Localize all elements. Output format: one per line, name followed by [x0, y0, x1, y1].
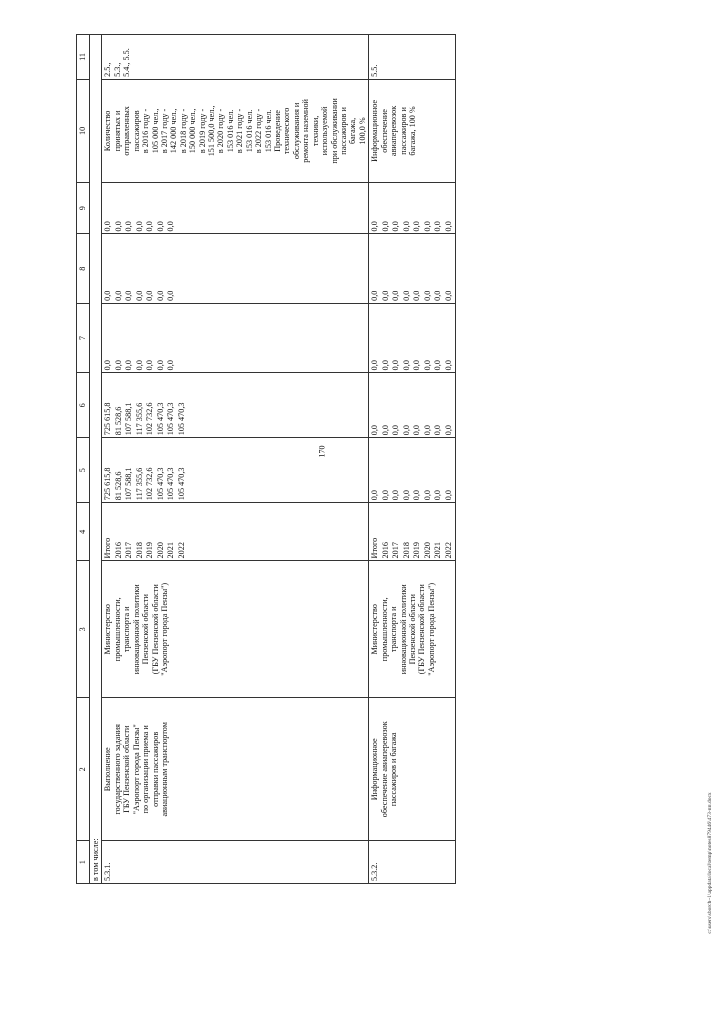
cell-value: 105 470,3 — [166, 402, 176, 436]
cell-value: 0,0 — [370, 489, 380, 501]
cell-value: 0,0 — [166, 290, 176, 301]
table-row — [102, 35, 369, 884]
cell-value: 0,0 — [380, 425, 390, 436]
cell-value: 0,0 — [134, 360, 144, 371]
cell-value: 105 470,3 — [166, 467, 176, 501]
column-number-5: 5 — [77, 438, 90, 503]
cell-value: 0,0 — [391, 425, 401, 436]
cell-value: 0,0 — [103, 360, 113, 371]
cell-value: 2018 — [134, 542, 144, 559]
cell-value: 725 615,8 — [103, 467, 113, 501]
column-number-10: 10 — [77, 79, 90, 182]
cell-value: 2017 — [391, 542, 401, 559]
cell-value: 0,0 — [433, 360, 443, 371]
row-number: 5.3.1. — [102, 841, 369, 884]
column-number-11: 11 — [77, 35, 90, 80]
cell-value: 105 470,3 — [176, 467, 186, 501]
cell-value: 0,0 — [422, 290, 432, 301]
expected-result: Количество принятых и отправленных пассажиров в 2016 году - 105 000 чел., в 2017 году - 142 000 чел., в 2018 году - 150 000 чел., в 2019 году - 151 500,0 чел., в 2020 году - 153 016 чел. в 2021 году - 153 016 чел. в 2022 году - 153 016 чел. Проведение технического обслуживания и ремонта наземной техники, используемой при обслуживании пассажиров и багажа, 100,0 % — [102, 79, 369, 182]
col-8-values — [102, 234, 369, 303]
cell-value: 105 470,3 — [155, 467, 165, 501]
column-number-2: 2 — [77, 698, 90, 841]
cell-value: 0,0 — [124, 290, 134, 301]
cell-value: 0,0 — [443, 489, 453, 501]
table-row — [369, 35, 456, 884]
cell-value: 0,0 — [422, 221, 432, 232]
expected-result: Информационное обеспечение авиаперевозок пассажиров и багажа, 100 % — [369, 79, 456, 182]
cell-value: 0,0 — [113, 290, 123, 301]
cell-value: 0,0 — [391, 290, 401, 301]
cell-value: 0,0 — [443, 360, 453, 371]
cell-value: 2016 — [113, 542, 123, 559]
col-8-values — [369, 234, 456, 303]
col-7-values — [369, 303, 456, 372]
cell-value: 0,0 — [103, 290, 113, 301]
executor: Министерство промышленности, транспорта и инновационной политики Пензенской области (ГБУ Пензенской области "Аэропорт города Пензы") — [102, 561, 369, 698]
col-6-values — [102, 373, 369, 438]
cell-value: 0,0 — [412, 360, 422, 371]
cell-value: 2018 — [401, 542, 411, 559]
cell-value: 0,0 — [155, 221, 165, 232]
cell-value: 0,0 — [113, 221, 123, 232]
indicator-refs: 2.5., 5.3., 5.4., 5.5. — [102, 35, 369, 80]
cell-value: 0,0 — [401, 489, 411, 501]
years-list — [369, 503, 456, 561]
section-label-row — [90, 35, 102, 884]
cell-value: 0,0 — [391, 489, 401, 501]
cell-value: 0,0 — [145, 221, 155, 232]
cell-value: 0,0 — [155, 290, 165, 301]
cell-value: 0,0 — [380, 290, 390, 301]
cell-value: 0,0 — [412, 425, 422, 436]
cell-value: 0,0 — [412, 489, 422, 501]
cell-value: 0,0 — [422, 489, 432, 501]
cell-value: 0,0 — [370, 290, 380, 301]
column-number-row — [77, 35, 90, 884]
cell-value: 0,0 — [145, 360, 155, 371]
cell-value: 107 588,1 — [124, 467, 134, 501]
section-label: в том числе: — [90, 35, 102, 884]
cell-value: 0,0 — [401, 290, 411, 301]
cell-value: 102 732,6 — [145, 467, 155, 501]
cell-value: 107 588,1 — [124, 402, 134, 436]
cell-value: 2019 — [412, 542, 422, 559]
cell-value: 117 355,6 — [134, 467, 144, 501]
column-number-7: 7 — [77, 303, 90, 372]
cell-value: 0,0 — [401, 425, 411, 436]
footer-file-path: c:\users\sborch~1\appdata\local\temp\notes879446\473-пп.docx — [707, 792, 713, 934]
cell-value: 0,0 — [380, 221, 390, 232]
column-number-3: 3 — [77, 561, 90, 698]
row-number: 5.3.2. — [369, 841, 456, 884]
column-number-8: 8 — [77, 234, 90, 303]
executor: Министерство промышленности, транспорта и инновационной политики Пензенской области (ГБУ Пензенской области "Аэропорт города Пензы") — [369, 561, 456, 698]
cell-value: 117 355,6 — [134, 402, 144, 436]
cell-value: 102 732,6 — [145, 402, 155, 436]
rotated-table-page — [76, 34, 591, 884]
page-number: 170 — [317, 445, 327, 458]
cell-value: 2019 — [145, 542, 155, 559]
col-6-values — [369, 373, 456, 438]
cell-value: 2017 — [124, 542, 134, 559]
cell-value: 0,0 — [380, 489, 390, 501]
program-activities-table — [76, 34, 456, 884]
cell-value: 2022 — [443, 542, 453, 559]
cell-value: 0,0 — [370, 221, 380, 232]
cell-value: 0,0 — [145, 290, 155, 301]
years-list — [102, 503, 369, 561]
cell-value: 0,0 — [113, 360, 123, 371]
cell-value: 0,0 — [433, 425, 443, 436]
cell-value: 0,0 — [124, 360, 134, 371]
cell-value: 0,0 — [422, 360, 432, 371]
cell-value: 725 615,8 — [103, 402, 113, 436]
cell-value: 0,0 — [370, 360, 380, 371]
cell-value: 0,0 — [391, 221, 401, 232]
cell-value: 0,0 — [443, 221, 453, 232]
cell-value: 0,0 — [134, 221, 144, 232]
cell-value: 105 470,3 — [155, 402, 165, 436]
column-number-1: 1 — [77, 841, 90, 884]
cell-value: 2016 — [380, 542, 390, 559]
activity-name: Выполнение государственного задания ГБУ Пензенской области "Аэропорт города Пензы" по организации приема и отправки пассажиров авиационным транспортом — [102, 698, 369, 841]
cell-value: 0,0 — [412, 290, 422, 301]
cell-value: 0,0 — [443, 290, 453, 301]
column-number-6: 6 — [77, 373, 90, 438]
cell-value: 0,0 — [370, 425, 380, 436]
col-9-values — [102, 182, 369, 234]
cell-value: 2021 — [433, 542, 443, 559]
cell-value: 0,0 — [155, 360, 165, 371]
cell-value: 0,0 — [422, 425, 432, 436]
cell-value: 81 528,6 — [113, 471, 123, 501]
cell-value: Итого — [370, 537, 380, 559]
cell-value: 2022 — [176, 542, 186, 559]
col-5-values — [102, 438, 369, 503]
indicator-refs: 5.5. — [369, 35, 456, 80]
cell-value: 0,0 — [391, 360, 401, 371]
cell-value: 0,0 — [401, 221, 411, 232]
cell-value: 0,0 — [443, 425, 453, 436]
cell-value: 0,0 — [433, 290, 443, 301]
column-number-4: 4 — [77, 503, 90, 561]
cell-value: 0,0 — [433, 489, 443, 501]
cell-value: 0,0 — [103, 221, 113, 232]
cell-value: 81 528,6 — [113, 406, 123, 436]
col-7-values — [102, 303, 369, 372]
cell-value: 2020 — [422, 542, 432, 559]
cell-value: 0,0 — [166, 360, 176, 371]
cell-value: 2021 — [166, 542, 176, 559]
cell-value: 105 470,3 — [176, 402, 186, 436]
col-5-values — [369, 438, 456, 503]
cell-value: 0,0 — [433, 221, 443, 232]
column-number-9: 9 — [77, 182, 90, 234]
activity-name: Информационное обеспечение авиаперевозок пассажиров и багажа — [369, 698, 456, 841]
cell-value: 0,0 — [134, 290, 144, 301]
cell-value: 0,0 — [412, 221, 422, 232]
cell-value: 0,0 — [166, 221, 176, 232]
cell-value: 2020 — [155, 542, 165, 559]
col-9-values — [369, 182, 456, 234]
cell-value: 0,0 — [380, 360, 390, 371]
cell-value: 0,0 — [124, 221, 134, 232]
cell-value: Итого — [103, 537, 113, 559]
cell-value: 0,0 — [401, 360, 411, 371]
